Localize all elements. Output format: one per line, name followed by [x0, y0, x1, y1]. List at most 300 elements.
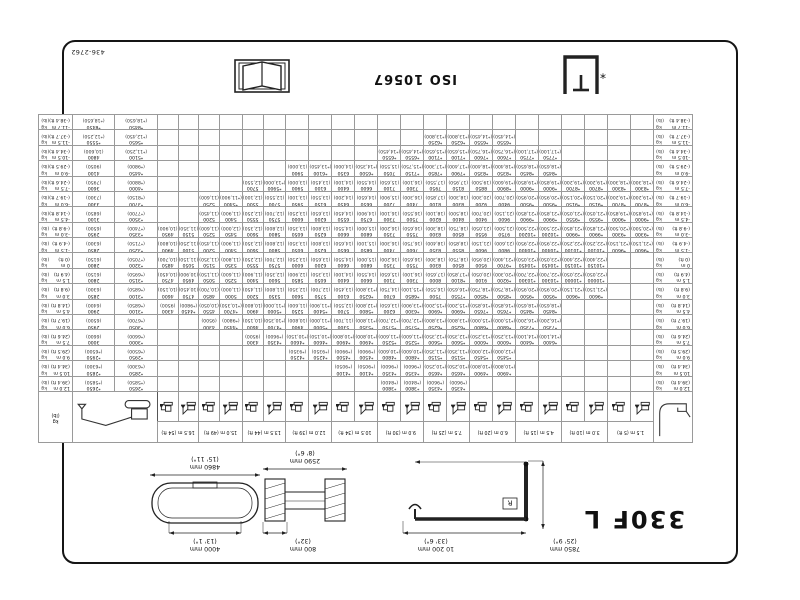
- capacity-cell: [157, 114, 178, 129]
- capacity-cell: *3500 (*7700): [115, 207, 158, 222]
- capacity-cell: [516, 130, 539, 145]
- capacity-cell: *4350 (*9600): [447, 376, 470, 391]
- capacity-cell: *7150 (*15,750): [401, 161, 424, 176]
- capacity-cell: *5100 (*11,250): [115, 145, 158, 160]
- capacity-cell: *10150 (*22,400): [562, 253, 585, 268]
- capacity-cell: 5050 (11,150): [178, 253, 199, 268]
- capacity-cell: *9600 (*21,150): [585, 284, 608, 299]
- capacity-cell: [242, 345, 263, 360]
- capacity-cell: [585, 130, 608, 145]
- capacity-cell: *10200 (*22,500): [516, 222, 539, 237]
- capacity-cell: [631, 145, 654, 160]
- capacity-cell: [332, 130, 355, 145]
- capacity-cell: [219, 114, 242, 129]
- capacity-cell: [178, 345, 199, 360]
- pictogram-cell: [355, 392, 378, 422]
- capacity-cell: 7500 (16,550): [424, 284, 447, 299]
- capacity-cell: *10150 (*22,400): [585, 253, 608, 268]
- capacity-cell: 8300 (18,300): [424, 222, 447, 237]
- pictogram-cell: [178, 392, 199, 422]
- dimension-shoe-imp: (32"): [295, 537, 311, 544]
- capacity-cell: 6600 (14,550): [332, 253, 355, 268]
- capacity-cell: [585, 161, 608, 176]
- capacity-cell: [562, 330, 585, 345]
- capacity-cell: 7400 (16,300): [401, 191, 424, 206]
- capacity-cell: [631, 130, 654, 145]
- capacity-cell: *4500 (*9900): [332, 345, 355, 360]
- capacity-cell: *4900 (*10,800): [332, 330, 355, 345]
- capacity-cell: 6050 (13,350): [309, 268, 332, 283]
- pictogram-cell: [199, 392, 220, 422]
- capacity-cell: 5700 (12,550): [263, 191, 286, 206]
- capacity-cell: [355, 114, 378, 129]
- capacity-cell: 5700 (12,550): [242, 176, 263, 191]
- capacity-cell: *3350 (*7400): [115, 222, 158, 237]
- capacity-cell: 8150 (17,950): [447, 176, 470, 191]
- capacity-cell: 5200 (11,450): [242, 284, 263, 299]
- document-content-rotated-180: [41, 45, 733, 559]
- capacity-cell: 6600 (14,550): [355, 268, 378, 283]
- capacity-cell: 5800 (12,800): [263, 222, 286, 237]
- capacity-cell: *8500 (*18,750): [470, 284, 493, 299]
- capacity-cell: 8350 (18,400): [424, 238, 447, 253]
- row-height-label-left: -4.5 m kg (-14.8 ft) (lb): [654, 207, 693, 222]
- capacity-cell: 2800 (6150): [72, 268, 115, 283]
- capacity-cell: [585, 361, 608, 376]
- pictogram-cell: [309, 392, 332, 422]
- capacity-cell: 5200 (11,450): [199, 207, 220, 222]
- capacity-cell: [309, 376, 332, 391]
- capacity-cell: [378, 130, 401, 145]
- capacity-cell: [157, 330, 178, 345]
- row-height-label-right: 4.5 m kg (14.8 ft) (lb): [39, 299, 73, 314]
- pictogram-cell: [263, 392, 286, 422]
- capacity-cell: *8100 (*17,850): [447, 268, 470, 283]
- capacity-cell: [631, 330, 654, 345]
- capacity-cell: 5600 (12,350): [242, 238, 263, 253]
- capacity-cell: 2850 (6300): [72, 284, 115, 299]
- capacity-cell: *6250 (*13,800): [355, 284, 378, 299]
- capacity-cell: *9000 (*19,850): [516, 176, 539, 191]
- capacity-cell: *5450 (*12,000): [493, 345, 516, 360]
- capacity-cell: [199, 130, 220, 145]
- capacity-cell: 7400 (16,300): [378, 238, 401, 253]
- capacity-cell: [199, 114, 220, 129]
- capacity-cell: *8500 (*18,750): [493, 284, 516, 299]
- capacity-cell: *5600 (*12,350): [424, 330, 447, 345]
- capacity-cell: [516, 376, 539, 391]
- capacity-cell: 5000 (11,000): [219, 284, 242, 299]
- capacity-cell: [199, 176, 220, 191]
- lift-over-side-icon: [336, 400, 351, 417]
- capacity-cell: *7100 (*15,650): [424, 145, 447, 160]
- capacity-cell: *9900 (*21,850): [539, 207, 562, 222]
- capacity-cell: [470, 114, 493, 129]
- row-height-label-right: -3.0 m kg (-9.8 ft) (lb): [39, 222, 73, 237]
- capacity-cell: [585, 145, 608, 160]
- capacity-cell: [178, 130, 199, 145]
- capacity-cell: [157, 345, 178, 360]
- capacity-cell: 5600 (12,350): [286, 284, 309, 299]
- capacity-cell: [157, 161, 178, 176]
- capacity-cell: *3100 (*6850): [115, 284, 158, 299]
- capacity-cell: [516, 361, 539, 376]
- capacity-cell: 4300 (9500): [242, 330, 263, 345]
- capacity-cell: 5100 (11,250): [178, 238, 199, 253]
- capacity-cell: [562, 361, 585, 376]
- lift-over-side-icon: [474, 400, 489, 417]
- capacity-cell: 5050 (11,150): [199, 268, 220, 283]
- capacity-cell: *9000 (*19,850): [539, 176, 562, 191]
- lift-over-side-icon: [290, 400, 305, 417]
- capacity-cell: 6650 (14,650): [332, 238, 355, 253]
- capacity-cell: 5400 (11,900): [219, 207, 242, 222]
- lift-point-icon: [559, 51, 607, 99]
- capacity-cell: *8450 (*18,650): [539, 299, 562, 314]
- capacity-cell: 4850 (10,700): [199, 284, 220, 299]
- capacity-cell: [263, 361, 286, 376]
- capacity-cell: *6000 (*13,250): [493, 330, 516, 345]
- capacity-cell: *3050 (*6700): [115, 315, 158, 330]
- capacity-cell: 5900 (13,000): [286, 176, 309, 191]
- capacity-cell: *8450 (*18,650): [539, 161, 562, 176]
- capacity-cell: *4900 (*10,800): [493, 361, 516, 376]
- capacity-cell: [178, 161, 199, 176]
- capacity-cell: [378, 114, 401, 129]
- capacity-cell: 2800 (6150): [72, 253, 115, 268]
- capacity-cell: 7550 (16,650): [401, 253, 424, 268]
- lift-over-front-icon: [313, 400, 328, 417]
- capacity-cell: *4250 (*9350): [309, 345, 332, 360]
- capacity-cell: [631, 361, 654, 376]
- row-height-label-right: -1.5 m kg (-4.9 ft) (lb): [39, 238, 73, 253]
- radius-column-header: 1.5 m (5 ft): [608, 421, 654, 442]
- capacity-cell: 7600 (16,750): [401, 238, 424, 253]
- capacity-cell: *9900 (*21,850): [516, 207, 539, 222]
- capacity-cell: [178, 207, 199, 222]
- row-height-label-right: 3.0 m kg (9.8 ft) (lb): [39, 284, 73, 299]
- capacity-cell: [219, 145, 242, 160]
- load-at-max-reach-icon: [73, 396, 157, 442]
- capacity-cell: [539, 345, 562, 360]
- lift-over-side-icon: [612, 400, 627, 417]
- lift-over-front-icon: [359, 400, 374, 417]
- capacity-cell: *2650 (*5850): [115, 376, 158, 391]
- capacity-cell: *2650 (*5850): [72, 376, 115, 391]
- capacity-cell: *7550 (*16,650): [447, 284, 470, 299]
- row-height-label-left: 12.0 m kg (39.4 ft) (lb): [654, 376, 693, 391]
- capacity-cell: 7350 (16,200): [378, 253, 401, 268]
- capacity-cell: [263, 345, 286, 360]
- capacity-cell: 5950 (13,100): [286, 191, 309, 206]
- capacity-cell: *5350 (*11,800): [355, 315, 378, 330]
- capacity-cell: [157, 376, 178, 391]
- capacity-cell: [608, 253, 631, 268]
- capacity-cell: 5800 (12,800): [263, 238, 286, 253]
- radius-column-header: 4.5 m (15 ft): [516, 421, 562, 442]
- capacity-cell: *7350 (*16,200): [539, 315, 562, 330]
- capacity-cell: [608, 145, 631, 160]
- capacity-cell: 5250 (11,600): [199, 222, 220, 237]
- capacity-cell: 5850 (12,900): [286, 268, 309, 283]
- capacity-cell: [178, 376, 199, 391]
- asterisk-note: *: [600, 67, 606, 81]
- capacity-cell: *8700 (*19,200): [608, 191, 631, 206]
- row-height-label-left: -1.5 m kg (-4.9 ft) (lb): [654, 238, 693, 253]
- row-height-label-left: -11.7 m kg (-38.4 ft) (lb): [654, 114, 693, 129]
- capacity-cell: *9500 (*20,950): [539, 191, 562, 206]
- capacity-cell: *6850 (*15,100): [401, 284, 424, 299]
- capacity-cell: *6800 (*15,000): [493, 315, 516, 330]
- capacity-cell: [263, 376, 286, 391]
- capacity-cell: *6250 (*13,800): [424, 130, 447, 145]
- units-legend-cell: kg (lb): [39, 392, 73, 443]
- radius-column-header: 3.0 m (10 ft): [562, 421, 608, 442]
- lift-over-side-icon: [245, 400, 260, 417]
- capacity-cell: *3100 (*6850): [115, 299, 158, 314]
- capacity-cell: [608, 345, 631, 360]
- capacity-cell: *10000 (*22,050): [562, 268, 585, 283]
- capacity-cell: 6200 (13,650): [309, 207, 332, 222]
- capacity-cell: 9100 (20,050): [470, 268, 493, 283]
- capacity-cell: 5400 (11,900): [219, 238, 242, 253]
- dimension-diagrams: [67, 445, 733, 559]
- capacity-cell: [585, 114, 608, 129]
- lift-over-side-icon: [566, 400, 581, 417]
- capacity-cell: 6400 (14,100): [332, 268, 355, 283]
- capacity-cell: 4600 (10,150): [242, 315, 263, 330]
- capacity-cell: [263, 114, 286, 129]
- lift-over-front-icon: [223, 400, 238, 417]
- lift-capacity-table: [38, 114, 693, 443]
- pictogram-cell: [470, 392, 493, 422]
- capacity-cell: [631, 161, 654, 176]
- capacity-cell: 2900 (6400): [72, 299, 115, 314]
- capacity-cell: *7100 (*15,650): [447, 145, 470, 160]
- max-reach-header-cell: [72, 392, 157, 443]
- capacity-cell: *7850 (*17,300): [424, 161, 447, 176]
- capacity-cell: 6600 (14,550): [355, 176, 378, 191]
- lift-over-side-icon: [160, 400, 175, 417]
- capacity-cell: *9600 (*21,150): [631, 238, 654, 253]
- capacity-cell: [178, 361, 199, 376]
- capacity-cell: *10300 (*22,700): [539, 268, 562, 283]
- capacity-cell: *8300 (*18,300): [631, 176, 654, 191]
- capacity-table: [38, 114, 693, 443]
- capacity-cell: *4100 (*9050): [332, 361, 355, 376]
- capacity-cell: [585, 376, 608, 391]
- capacity-cell: *4900 (*10,800): [355, 330, 378, 345]
- capacity-cell: [608, 161, 631, 176]
- capacity-cell: [219, 130, 242, 145]
- capacity-cell: [157, 145, 178, 160]
- capacity-cell: [631, 253, 654, 268]
- row-height-label-right: -11.5 m kg (-37.7 ft) (lb): [39, 130, 73, 145]
- capacity-cell: [286, 376, 309, 391]
- row-height-label-left: 4.5 m kg (14.8 ft) (lb): [654, 299, 693, 314]
- capacity-cell: [516, 345, 539, 360]
- capacity-cell: *5250 (*11,600): [378, 330, 401, 345]
- capacity-cell: [199, 345, 220, 360]
- capacity-cell: *4450 (*9800): [115, 161, 158, 176]
- capacity-cell: *6550 (*14,450): [493, 130, 516, 145]
- capacity-cell: [631, 114, 654, 129]
- capacity-cell: [263, 161, 286, 176]
- capacity-cell: [219, 376, 242, 391]
- capacity-cell: 5550 (12,250): [242, 253, 263, 268]
- capacity-cell: *7750 (*17,100): [516, 145, 539, 160]
- capacity-cell: *7650 (*16,850): [493, 299, 516, 314]
- capacity-cell: *4350 (*9600): [424, 376, 447, 391]
- capacity-cell: *10400 (*22,950): [539, 238, 562, 253]
- capacity-cell: 3300 (7300): [72, 191, 115, 206]
- capacity-cell: [562, 345, 585, 360]
- capacity-cell: 8400 (18,500): [447, 207, 470, 222]
- lift-over-front-icon: [267, 400, 282, 417]
- capacity-cell: *9300 (*20,500): [608, 222, 631, 237]
- radius-column-header: 7.5 m (25 ft): [424, 421, 470, 442]
- dimension-stick-mm: 7850 mm: [549, 545, 581, 552]
- capacity-cell: *3800 (*8400): [378, 376, 401, 391]
- pictogram-cell: [493, 392, 516, 422]
- document-sheet: [41, 40, 738, 564]
- pictogram-cell: [286, 392, 309, 422]
- capacity-cell: [219, 345, 242, 360]
- capacity-cell: 5550 (12,250): [242, 207, 263, 222]
- capacity-cell: [585, 299, 608, 314]
- capacity-cell: [286, 130, 309, 145]
- row-height-label-left: -3.0 m kg (-9.8 ft) (lb): [654, 222, 693, 237]
- capacity-cell: 5250 (11,600): [199, 191, 220, 206]
- capacity-cell: 5250 (11,600): [286, 299, 309, 314]
- capacity-cell: 7200 (15,900): [378, 191, 401, 206]
- capacity-cell: 7500 (16,550): [401, 207, 424, 222]
- row-height-label-left: -10.5 m kg (-34.4 ft) (lb): [654, 145, 693, 160]
- capacity-cell: [355, 130, 378, 145]
- capacity-cell: 5500 (12,100): [242, 191, 263, 206]
- capacity-cell: 2950 (6500): [72, 222, 115, 237]
- capacity-cell: [631, 268, 654, 283]
- capacity-cell: *5750 (*12,700): [378, 315, 401, 330]
- capacity-cell: *4700 (*10,350): [219, 299, 242, 314]
- reach-envelope-icon: [654, 398, 692, 440]
- capacity-cell: *10000 (*22,050): [585, 268, 608, 283]
- capacity-cell: [219, 361, 242, 376]
- capacity-cell: 5600 (12,350): [263, 268, 286, 283]
- capacity-cell: 4850 (10,700): [157, 253, 178, 268]
- capacity-cell: 6200 (13,650): [309, 253, 332, 268]
- capacity-cell: [242, 145, 263, 160]
- capacity-cell: 8500 (18,750): [447, 222, 470, 237]
- capacity-cell: *9300 (*20,500): [631, 222, 654, 237]
- capacity-cell: *4000 (*8800): [115, 176, 158, 191]
- capacity-cell: 7100 (15,650): [378, 268, 401, 283]
- capacity-cell: *9000 (*19,850): [608, 207, 631, 222]
- capacity-cell: 6000 (13,250): [286, 253, 309, 268]
- capacity-cell: [562, 315, 585, 330]
- capacity-cell: [199, 145, 220, 160]
- capacity-cell: [562, 114, 585, 129]
- envelope-corner-cell: [654, 392, 693, 443]
- capacity-cell: 3000 (6600): [72, 330, 115, 345]
- radius-column-header: 15.0 m (49 ft): [199, 421, 243, 442]
- capacity-cell: [401, 130, 424, 145]
- front-view-diagram: [263, 449, 347, 552]
- capacity-cell: *3200 (*7050): [115, 253, 158, 268]
- capacity-cell: *6900 (*15,200): [447, 299, 470, 314]
- capacity-cell: 9750 (21,500): [493, 222, 516, 237]
- capacity-cell: *4250 (*9350): [286, 345, 309, 360]
- capacity-cell: [157, 130, 178, 145]
- capacity-cell: [309, 114, 332, 129]
- capacity-cell: *10450 (*23,050): [516, 253, 539, 268]
- capacity-cell: [447, 114, 470, 129]
- capacity-cell: 4750 (10,450): [157, 268, 178, 283]
- dimension-boom-imp: (33' 6"): [424, 537, 448, 544]
- capacity-cell: 6000 (13,250): [286, 207, 309, 222]
- capacity-cell: [263, 130, 286, 145]
- capacity-cell: 8500 (18,750): [447, 253, 470, 268]
- capacity-cell: 5700 (12,550): [332, 299, 355, 314]
- capacity-cell: 6750 (14,900): [355, 207, 378, 222]
- capacity-cell: [608, 315, 631, 330]
- capacity-cell: *9150 (*20,150): [585, 191, 608, 206]
- capacity-cell: 8850 (19,500): [470, 176, 493, 191]
- capacity-cell: [199, 361, 220, 376]
- capacity-cell: *3000 (*6600): [115, 330, 158, 345]
- capacity-cell: [332, 114, 355, 129]
- capacity-cell: 6050 (13,350): [286, 222, 309, 237]
- pictogram-cell: [401, 392, 424, 422]
- capacity-cell: [355, 145, 378, 160]
- capacity-cell: *3250 (*7150): [115, 238, 158, 253]
- pictogram-cell: [608, 392, 631, 422]
- capacity-cell: *10100 (*22,250): [562, 238, 585, 253]
- capacity-cell: *4800 (*10,600): [401, 345, 424, 360]
- capacity-cell: [516, 114, 539, 129]
- capacity-cell: *5000 (*11,000): [309, 315, 332, 330]
- capacity-cell: [242, 114, 263, 129]
- capacity-cell: [562, 161, 585, 176]
- capacity-cell: *6250 (*13,800): [447, 130, 470, 145]
- capacity-cell: [608, 330, 631, 345]
- capacity-cell: [219, 330, 242, 345]
- capacity-cell: [178, 315, 199, 330]
- capacity-cell: [539, 130, 562, 145]
- capacity-cell: *4700 (*10,350): [263, 315, 286, 330]
- capacity-cell: [608, 376, 631, 391]
- capacity-cell: *2850 (*6300): [115, 361, 158, 376]
- radius-column-header: 16.5 m (54 ft): [157, 421, 198, 442]
- capacity-cell: [178, 145, 199, 160]
- capacity-cell: [608, 114, 631, 129]
- lift-over-front-icon: [543, 400, 558, 417]
- row-height-label-left: -6.0 m kg (-19.7 ft) (lb): [654, 191, 693, 206]
- capacity-cell: *8300 (*18,300): [608, 176, 631, 191]
- radius-column-header: 10.5 m (34 ft): [332, 421, 378, 442]
- row-height-label-right: -11.7 m kg (-38.4 ft) (lb): [39, 114, 73, 129]
- capacity-cell: 4800 (10,600): [72, 145, 115, 160]
- capacity-cell: 4900 (10,800): [286, 315, 309, 330]
- capacity-cell: *4350 (*9600): [378, 361, 401, 376]
- capacity-cell: 5900 (13,000): [286, 161, 309, 176]
- capacity-cell: 6250 (13,800): [309, 222, 332, 237]
- dimension-rollerbase-mm: 4000 mm: [189, 545, 221, 552]
- row-height-label-right: -9.0 m kg (-29.5 ft) (lb): [39, 161, 73, 176]
- capacity-cell: 7300 (16,100): [401, 268, 424, 283]
- lift-over-front-icon: [635, 400, 650, 417]
- dimension-stick-imp: (25' 9"): [553, 537, 577, 544]
